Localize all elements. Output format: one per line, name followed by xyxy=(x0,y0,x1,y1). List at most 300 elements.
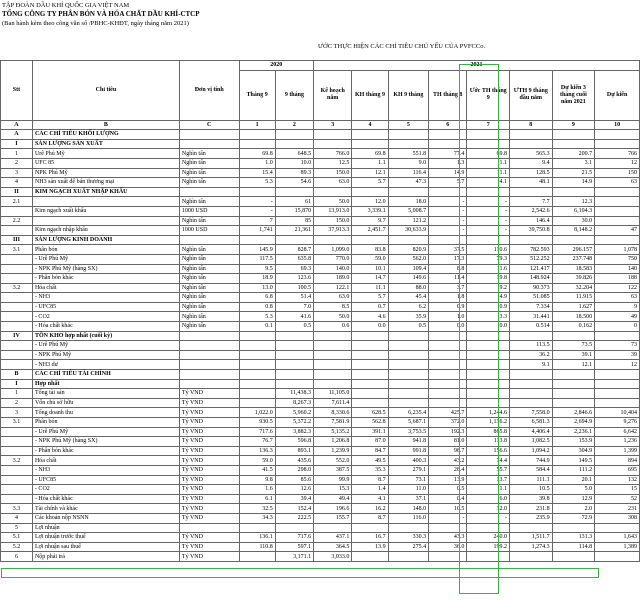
row-value: 47.3 xyxy=(388,178,428,188)
row-value: 820.9 xyxy=(388,245,428,255)
row-stt: 2 xyxy=(1,158,33,168)
row-value: 7,558.0 xyxy=(509,408,552,418)
row-value: 5,135.2 xyxy=(314,427,352,437)
row-value: 149.5 xyxy=(552,456,595,466)
row-value: 63 xyxy=(595,293,640,303)
table-row xyxy=(1,341,640,351)
row-stt: I xyxy=(1,139,33,149)
col-period: KH tháng 9 xyxy=(352,70,388,120)
row-value: 222.5 xyxy=(275,513,313,523)
row-value: 7.7 xyxy=(509,197,552,207)
row-value: 109.4 xyxy=(388,264,428,274)
row-unit: Tỷ VND xyxy=(179,456,239,466)
row-value: 9,276 xyxy=(595,418,640,428)
row-value: 156.6 xyxy=(467,446,510,456)
col-index: 10 xyxy=(595,120,640,130)
row-value: 111.2 xyxy=(552,465,595,475)
sheet-title: ƯỚC THỰC HIỆN CÁC CHỈ TIÊU CHỦ YẾU CỦA PVFCCo. xyxy=(318,43,486,50)
table-row xyxy=(1,178,640,188)
row-value: 0.8 xyxy=(239,302,275,312)
row-value: 83.8 xyxy=(352,245,388,255)
row-value: 279.1 xyxy=(388,465,428,475)
row-value xyxy=(429,389,467,399)
row-value: 7.334 xyxy=(509,302,552,312)
row-unit: Nghìn tấn xyxy=(179,178,239,188)
row-indicator: - CO2 xyxy=(32,312,179,322)
row-value: 110.6 xyxy=(467,245,510,255)
row-value: 744.9 xyxy=(509,456,552,466)
row-value: 12.3 xyxy=(552,197,595,207)
row-value xyxy=(467,360,510,370)
row-value: 145.9 xyxy=(239,245,275,255)
row-value xyxy=(314,370,352,380)
row-unit xyxy=(179,350,239,360)
row-value xyxy=(429,379,467,389)
row-value xyxy=(239,370,275,380)
row-value: 425.7 xyxy=(429,408,467,418)
table-row xyxy=(1,149,640,159)
row-value: 122 xyxy=(595,283,640,293)
row-value: - xyxy=(467,216,510,226)
row-stt xyxy=(1,465,33,475)
row-value: 32.0 xyxy=(467,504,510,514)
row-value xyxy=(352,187,388,197)
col-period: Dự kiến xyxy=(595,70,640,120)
row-value: 0 xyxy=(595,322,640,332)
row-value: 50.0 xyxy=(314,312,352,322)
row-value xyxy=(467,552,510,562)
row-value: 149.6 xyxy=(388,274,428,284)
row-value xyxy=(467,331,510,341)
row-unit xyxy=(179,235,239,245)
row-value: 13.7 xyxy=(467,475,510,485)
row-value: 51.4 xyxy=(275,293,313,303)
row-value: 63.0 xyxy=(314,293,352,303)
row-value: 8,148.2 xyxy=(552,226,595,236)
row-value: 231 xyxy=(595,504,640,514)
row-value: - xyxy=(239,197,275,207)
row-stt: 3.1 xyxy=(1,245,33,255)
row-stt: 5.1 xyxy=(1,533,33,543)
row-value: 3,171.1 xyxy=(275,552,313,562)
row-value xyxy=(552,523,595,533)
row-stt xyxy=(1,293,33,303)
row-value: 991.8 xyxy=(388,446,428,456)
row-value: 199.2 xyxy=(467,542,510,552)
row-unit: Nghìn tấn xyxy=(179,264,239,274)
row-stt: II xyxy=(1,187,33,197)
row-value xyxy=(552,235,595,245)
row-value: 43.2 xyxy=(429,456,467,466)
row-value: 4.1 xyxy=(352,494,388,504)
row-value: 1,389 xyxy=(595,542,640,552)
row-value: 140 xyxy=(595,264,640,274)
row-indicator: Kim ngạch nhập khẩu xyxy=(32,226,179,236)
row-value xyxy=(275,370,313,380)
row-indicator: KIM NGẠCH XUẤT NHẬP KHẨU xyxy=(32,187,179,197)
row-value xyxy=(429,331,467,341)
row-value xyxy=(314,350,352,360)
row-value: 73.1 xyxy=(388,475,428,485)
header-row-years xyxy=(1,61,640,71)
row-value: 717.6 xyxy=(275,533,313,543)
row-value: 0.5 xyxy=(275,322,313,332)
row-value xyxy=(388,350,428,360)
row-value: 39,750.8 xyxy=(509,226,552,236)
row-value xyxy=(388,389,428,399)
row-unit: Tỷ VND xyxy=(179,494,239,504)
row-indicator: - Urê Phú Mỹ xyxy=(32,254,179,264)
col-index: C xyxy=(179,120,239,130)
table-row xyxy=(1,264,640,274)
row-value: 7,611.4 xyxy=(314,398,352,408)
row-value: 150 xyxy=(595,168,640,178)
row-value: 54.6 xyxy=(275,178,313,188)
row-value: 81.0 xyxy=(429,437,467,447)
row-unit: Tỷ VND xyxy=(179,418,239,428)
table-row xyxy=(1,494,640,504)
row-value: 69.8 xyxy=(239,149,275,159)
row-value xyxy=(352,331,388,341)
row-value: 695 xyxy=(595,465,640,475)
row-value xyxy=(275,139,313,149)
row-value: 88.0 xyxy=(388,283,428,293)
row-indicator: CÁC CHỈ TIÊU TÀI CHÍNH xyxy=(32,370,179,380)
row-value xyxy=(275,360,313,370)
row-value: 13.9 xyxy=(429,475,467,485)
table-row xyxy=(1,465,640,475)
row-value: 2,236.1 xyxy=(552,427,595,437)
row-value: 32.204 xyxy=(552,283,595,293)
row-value xyxy=(388,398,428,408)
row-value xyxy=(275,341,313,351)
row-indicator: - Urê Phú Mỹ xyxy=(32,427,179,437)
row-value: 3.3 xyxy=(467,312,510,322)
row-unit: Tỷ VND xyxy=(179,427,239,437)
row-value: 391.1 xyxy=(352,427,388,437)
row-value: 235.9 xyxy=(509,513,552,523)
row-value: 5.3 xyxy=(239,312,275,322)
row-indicator: Kim ngạch xuất khẩu xyxy=(32,206,179,216)
table-row xyxy=(1,187,640,197)
row-value: - xyxy=(467,197,510,207)
row-stt xyxy=(1,494,33,504)
row-value: 3.1 xyxy=(552,158,595,168)
row-value: 12.0 xyxy=(352,197,388,207)
row-value: 1.4 xyxy=(352,485,388,495)
row-value xyxy=(275,235,313,245)
row-value: 9.0 xyxy=(388,158,428,168)
row-value: 61 xyxy=(275,197,313,207)
row-value: 387.5 xyxy=(314,465,352,475)
row-value: 0.9 xyxy=(429,302,467,312)
row-value: 782.593 xyxy=(509,245,552,255)
row-value: 7,581.9 xyxy=(314,418,352,428)
table-row xyxy=(1,235,640,245)
row-value: 140.0 xyxy=(314,264,352,274)
row-value xyxy=(388,341,428,351)
row-value: 1.3 xyxy=(429,158,467,168)
row-indicator: Tổng tài sản xyxy=(32,389,179,399)
row-value xyxy=(595,398,640,408)
row-value xyxy=(429,350,467,360)
row-value xyxy=(429,341,467,351)
table-row xyxy=(1,513,640,523)
row-value xyxy=(595,331,640,341)
row-indicator: - NPK Phú Mỹ xyxy=(32,350,179,360)
row-unit xyxy=(179,379,239,389)
row-value: 8.7 xyxy=(352,475,388,485)
row-value: 11,438.3 xyxy=(275,389,313,399)
row-value: 9.7 xyxy=(352,216,388,226)
row-value: 192.3 xyxy=(429,427,467,437)
row-value: 15,870 xyxy=(275,206,313,216)
row-value: 21.5 xyxy=(552,168,595,178)
row-value: 304.9 xyxy=(552,446,595,456)
row-value: 12 xyxy=(595,158,640,168)
row-value: 552.0 xyxy=(314,456,352,466)
row-value: 6,581.3 xyxy=(509,418,552,428)
row-value: 4.9 xyxy=(467,293,510,303)
row-value: - xyxy=(429,513,467,523)
row-unit xyxy=(179,341,239,351)
row-value: 111.1 xyxy=(509,475,552,485)
row-value: 308 xyxy=(595,513,640,523)
row-value: 1,136.2 xyxy=(467,418,510,428)
row-indicator: Tài chính và khác xyxy=(32,504,179,514)
row-stt: 3.2 xyxy=(1,456,33,466)
row-value: 196.6 xyxy=(314,504,352,514)
row-value: 34.3 xyxy=(239,513,275,523)
row-stt: 1 xyxy=(1,149,33,159)
row-value: 2.0 xyxy=(552,504,595,514)
row-unit: Nghìn tấn xyxy=(179,216,239,226)
col-period: Kế hoạch năm xyxy=(314,70,352,120)
row-value: 12.1 xyxy=(352,168,388,178)
row-value xyxy=(314,360,352,370)
col-unit: Đơn vị tính xyxy=(179,61,239,121)
row-value: 146.4 xyxy=(509,216,552,226)
row-value: 2,694.9 xyxy=(552,418,595,428)
row-value: 51.085 xyxy=(509,293,552,303)
row-value: 865.8 xyxy=(467,427,510,437)
row-value: 1,078 xyxy=(595,245,640,255)
row-value: 11.915 xyxy=(552,293,595,303)
row-value: 1,236 xyxy=(595,437,640,447)
row-value: 150.0 xyxy=(314,168,352,178)
table-row xyxy=(1,206,640,216)
row-unit: Nghìn tấn xyxy=(179,149,239,159)
table-row xyxy=(1,427,640,437)
row-value: 39.4 xyxy=(275,494,313,504)
row-value: - xyxy=(429,226,467,236)
row-value xyxy=(352,139,388,149)
row-value: 39.826 xyxy=(552,274,595,284)
row-indicator: SẢN LƯỢNG SẢN XUẤT xyxy=(32,139,179,149)
row-value: 9 xyxy=(595,302,640,312)
row-value: 15.3 xyxy=(314,485,352,495)
col-index: 5 xyxy=(388,120,428,130)
table-row xyxy=(1,389,640,399)
row-value: 11.1 xyxy=(467,168,510,178)
row-indicator: Phân bón xyxy=(32,245,179,255)
table-row xyxy=(1,293,640,303)
row-value: 49.5 xyxy=(352,456,388,466)
row-value: 85 xyxy=(275,216,313,226)
row-value xyxy=(429,523,467,533)
row-unit: Tỷ VND xyxy=(179,437,239,447)
row-unit: Tỷ VND xyxy=(179,542,239,552)
row-value xyxy=(314,130,352,140)
row-value: 13.9 xyxy=(352,542,388,552)
table-row xyxy=(1,322,640,332)
row-value: 1,082.5 xyxy=(509,437,552,447)
row-value: 18.500 xyxy=(552,312,595,322)
col-index: 3 xyxy=(314,120,352,130)
table-row xyxy=(1,398,640,408)
row-value xyxy=(239,331,275,341)
row-value: 116.4 xyxy=(388,168,428,178)
row-value xyxy=(314,235,352,245)
row-value: 5,687.1 xyxy=(388,418,428,428)
row-value: 0.7 xyxy=(352,302,388,312)
row-unit: Tỷ VND xyxy=(179,513,239,523)
row-indicator: Hóa chất xyxy=(32,283,179,293)
row-value: 4,406.4 xyxy=(509,427,552,437)
row-value xyxy=(314,139,352,149)
row-value xyxy=(595,379,640,389)
row-value: 20.1 xyxy=(552,475,595,485)
row-value xyxy=(275,331,313,341)
row-value: 5.7 xyxy=(352,293,388,303)
row-stt: 5.2 xyxy=(1,542,33,552)
row-value xyxy=(509,130,552,140)
row-value xyxy=(467,398,510,408)
row-value: 128.5 xyxy=(509,168,552,178)
row-unit: 1000 USD xyxy=(179,206,239,216)
row-value: 123.6 xyxy=(275,274,313,284)
row-indicator: - Phân bón khác xyxy=(32,274,179,284)
row-value xyxy=(388,139,428,149)
row-stt: 4 xyxy=(1,513,33,523)
row-value xyxy=(595,206,640,216)
row-indicator: TỒN KHO hợp nhất (cuối kỳ) xyxy=(32,331,179,341)
row-value: 6.0 xyxy=(467,494,510,504)
row-value: 39.8 xyxy=(509,494,552,504)
row-value: 36.0 xyxy=(429,542,467,552)
row-value xyxy=(352,552,388,562)
row-value: 11,105.0 xyxy=(314,389,352,399)
row-value: 14.7 xyxy=(352,274,388,284)
row-value xyxy=(467,130,510,140)
row-value: 11.4 xyxy=(429,274,467,284)
row-value xyxy=(509,187,552,197)
row-value xyxy=(509,379,552,389)
table-row xyxy=(1,504,640,514)
table-row xyxy=(1,331,640,341)
row-value: 10.1 xyxy=(352,264,388,274)
row-indicator: - NH3 dư xyxy=(32,360,179,370)
row-value: 12 xyxy=(595,360,640,370)
row-value xyxy=(467,523,510,533)
row-value: 1,274.3 xyxy=(509,542,552,552)
row-value xyxy=(467,370,510,380)
row-stt: A xyxy=(1,130,33,140)
row-value: 99.9 xyxy=(314,475,352,485)
row-indicator: Tổng doanh thu xyxy=(32,408,179,418)
row-value: 100.5 xyxy=(275,283,313,293)
row-stt: 3.3 xyxy=(1,504,33,514)
row-unit: Tỷ VND xyxy=(179,408,239,418)
row-value: 18.0 xyxy=(388,197,428,207)
table-row xyxy=(1,370,640,380)
row-stt xyxy=(1,360,33,370)
row-unit: Nghìn tấn xyxy=(179,168,239,178)
row-value xyxy=(388,523,428,533)
row-unit: Tỷ VND xyxy=(179,446,239,456)
row-stt xyxy=(1,226,33,236)
row-value xyxy=(388,552,428,562)
row-unit: Tỷ VND xyxy=(179,504,239,514)
row-value: 45.4 xyxy=(388,293,428,303)
row-value: 136.3 xyxy=(239,446,275,456)
row-value: 16.2 xyxy=(352,504,388,514)
row-value: 10,404 xyxy=(595,408,640,418)
row-value xyxy=(552,552,595,562)
row-value xyxy=(239,187,275,197)
row-value: 12.1 xyxy=(552,360,595,370)
row-value: 0.0 xyxy=(352,322,388,332)
row-stt xyxy=(1,254,33,264)
row-value: 770.0 xyxy=(314,254,352,264)
row-value xyxy=(314,379,352,389)
row-value: 63 xyxy=(595,178,640,188)
row-value xyxy=(239,389,275,399)
row-value xyxy=(509,370,552,380)
table-row xyxy=(1,197,640,207)
row-value: 122.1 xyxy=(314,283,352,293)
row-value: 37,913.3 xyxy=(314,226,352,236)
row-value: - xyxy=(429,197,467,207)
row-value xyxy=(352,398,388,408)
row-value: 437.1 xyxy=(314,533,352,543)
row-value: 153.9 xyxy=(552,437,595,447)
row-value: 69.8 xyxy=(467,149,510,159)
table-row xyxy=(1,408,640,418)
row-value xyxy=(429,360,467,370)
row-value xyxy=(552,130,595,140)
col-group-2021: 2021 xyxy=(314,61,640,71)
row-value: 98.7 xyxy=(429,446,467,456)
row-value: 1.1 xyxy=(467,485,510,495)
row-indicator xyxy=(32,197,179,207)
col-period: Dự kiến 3 tháng cuối năm 2021 xyxy=(552,70,595,120)
row-value: 6,104.3 xyxy=(552,206,595,216)
row-stt xyxy=(1,446,33,456)
table-row xyxy=(1,168,640,178)
row-value: 15 xyxy=(595,485,640,495)
row-value xyxy=(595,187,640,197)
row-value: 37.5 xyxy=(429,245,467,255)
row-value xyxy=(467,235,510,245)
row-value: 6,642 xyxy=(595,427,640,437)
row-value: 5,008.7 xyxy=(388,206,428,216)
row-value xyxy=(388,130,428,140)
row-value xyxy=(552,398,595,408)
row-value: 635.8 xyxy=(275,254,313,264)
row-value xyxy=(239,552,275,562)
row-stt: IV xyxy=(1,331,33,341)
